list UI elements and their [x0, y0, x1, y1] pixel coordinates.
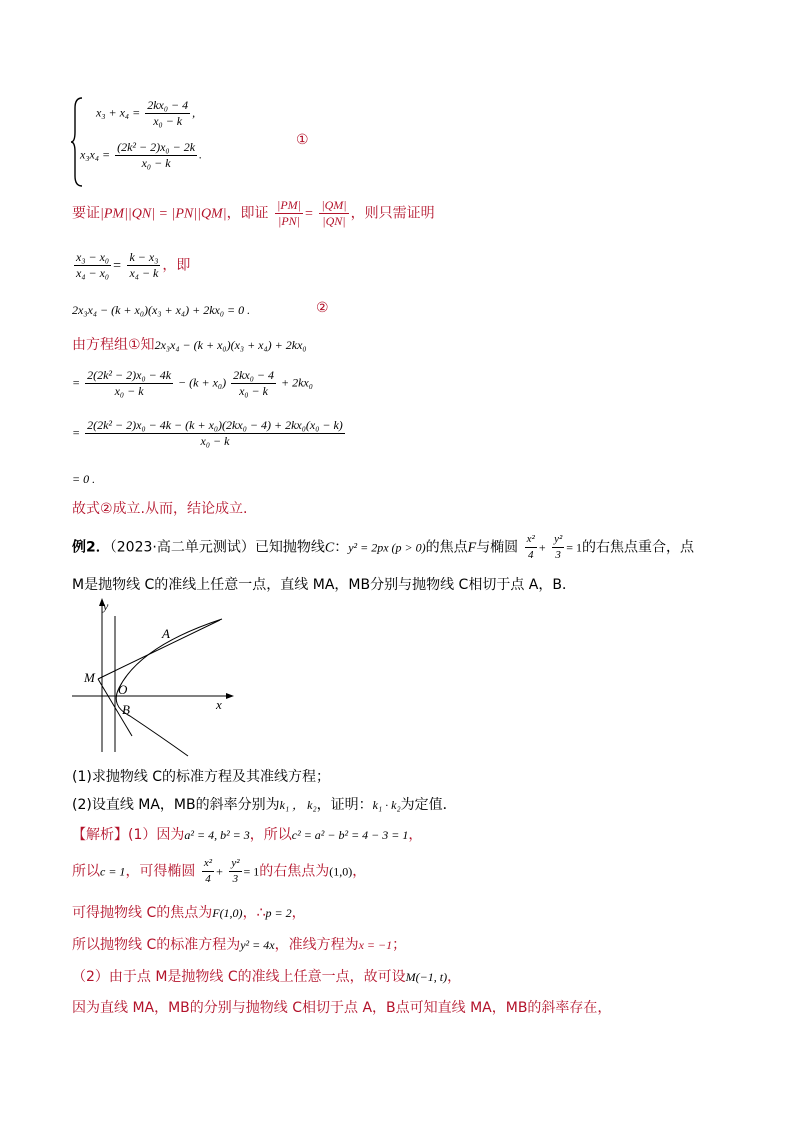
- question-1: (1)求抛物线 C的标准方程及其准线方程；: [72, 769, 331, 785]
- proof-line-4: 由方程组①知2x₃x₄ − (k + x₀)(x₃ + x₄) + 2kx₀: [72, 337, 307, 353]
- example2-line-2: M是抛物线 C的准线上任意一点，直线 MA，MB分别与抛物线 C相切于点 A，B．: [72, 577, 576, 593]
- label-m: M: [84, 670, 95, 685]
- proof-conclusion: 故式②成立.从而，结论成立.: [72, 501, 248, 517]
- label-b: B: [122, 702, 130, 717]
- label-o: O: [118, 682, 128, 697]
- eq-line-1: x₃ + x₄ = $\frac{\text{2kx₀ − 4}}{\text{x₀ − k}}$ ,: [96, 98, 196, 128]
- proof-line-5: = $\frac{\text{2(2k² − 2)x₀ − 4k}}{\text{x₀ − k}}$ − (k + x₀) $\frac{\text{2kx₀ − 4}}{\text{x₀ − k}}$ + 2kx₀: [72, 368, 313, 398]
- solution-line-4: 所以抛物线 C的标准方程为y² = 4x，准线方程为x = −1；: [72, 937, 407, 953]
- tangent-ma: [98, 620, 220, 679]
- proof-line-1: 要证|PM||QN| = |PN||QM|，即证 $\frac{|PM|}{|PN|}$ = $\frac{|QM|}{|QN|}$ ，则只需证明: [72, 198, 435, 228]
- solution-line-5: （2）由于点 M是抛物线 C的准线上任意一点，故可设M(−1, t)，: [72, 969, 462, 985]
- proof-line-7: = 0 .: [72, 472, 96, 486]
- proof-line-2: $\frac{\text{x₃ − x₀}}{\text{x₄ − x₀}}$ = $\frac{\text{k − x₃}}{\text{x₄ − k}}$ ，即: [76, 250, 191, 280]
- label-a: A: [162, 626, 170, 641]
- x-axis-arrow-icon: [226, 693, 234, 699]
- eq-line-2: x₃x₄ = $\frac{\text{(2k² − 2)x₀ − 2k}}{\text{x₀ − k}}$ .: [80, 140, 203, 170]
- label-x: x: [216, 697, 222, 712]
- eq-marker-2: ②: [316, 301, 329, 316]
- solution-tag: 【解析】: [72, 827, 128, 843]
- example-label: 例2．: [72, 539, 110, 556]
- proof-line-3: 2x₃x₄ − (k + x₀)(x₃ + x₄) + 2kx₀ = 0 .: [72, 303, 251, 317]
- example2-line-1: 例2．（2023·高二单元测试）已知抛物线C：y² = 2px (p > 0)的焦点F与椭圆 $\frac{\text{x²}}{4}$ + $\frac{\text{y²}}{3}$ = 1的右焦点重合，点: [72, 533, 695, 561]
- proof-line-6: = $\frac{\text{2(2k² − 2)x₀ − 4k − (k + x₀)(2kx₀ − 4) + 2kx₀(x₀ − k)}}{\text{x₀ − k}}$: [72, 418, 343, 448]
- question-2: (2)设直线 MA，MB的斜率分别为k₁ ， k₂，证明：k₁ · k₂为定值．: [72, 797, 457, 813]
- solution-line-3: 可得抛物线 C的焦点为F(1,0)，∴p = 2，: [72, 905, 306, 921]
- parabola-figure: [70, 596, 240, 758]
- label-y: y: [103, 599, 109, 613]
- solution-line-1: 【解析】(1）因为a² = 4, b² = 3，所以c² = a² − b² = 4 − 3 = 1，: [72, 827, 423, 843]
- eq-marker-1: ①: [296, 133, 309, 148]
- solution-line-2: 所以c = 1，可得椭圆 $\frac{\text{x²}}{4}$ + $\frac{\text{y²}}{3}$ = 1的右焦点为(1,0)，: [72, 857, 367, 885]
- solution-line-6: 因为直线 MA，MB的分别与抛物线 C相切于点 A，B点可知直线 MA，MB的斜率存在，: [72, 1000, 612, 1016]
